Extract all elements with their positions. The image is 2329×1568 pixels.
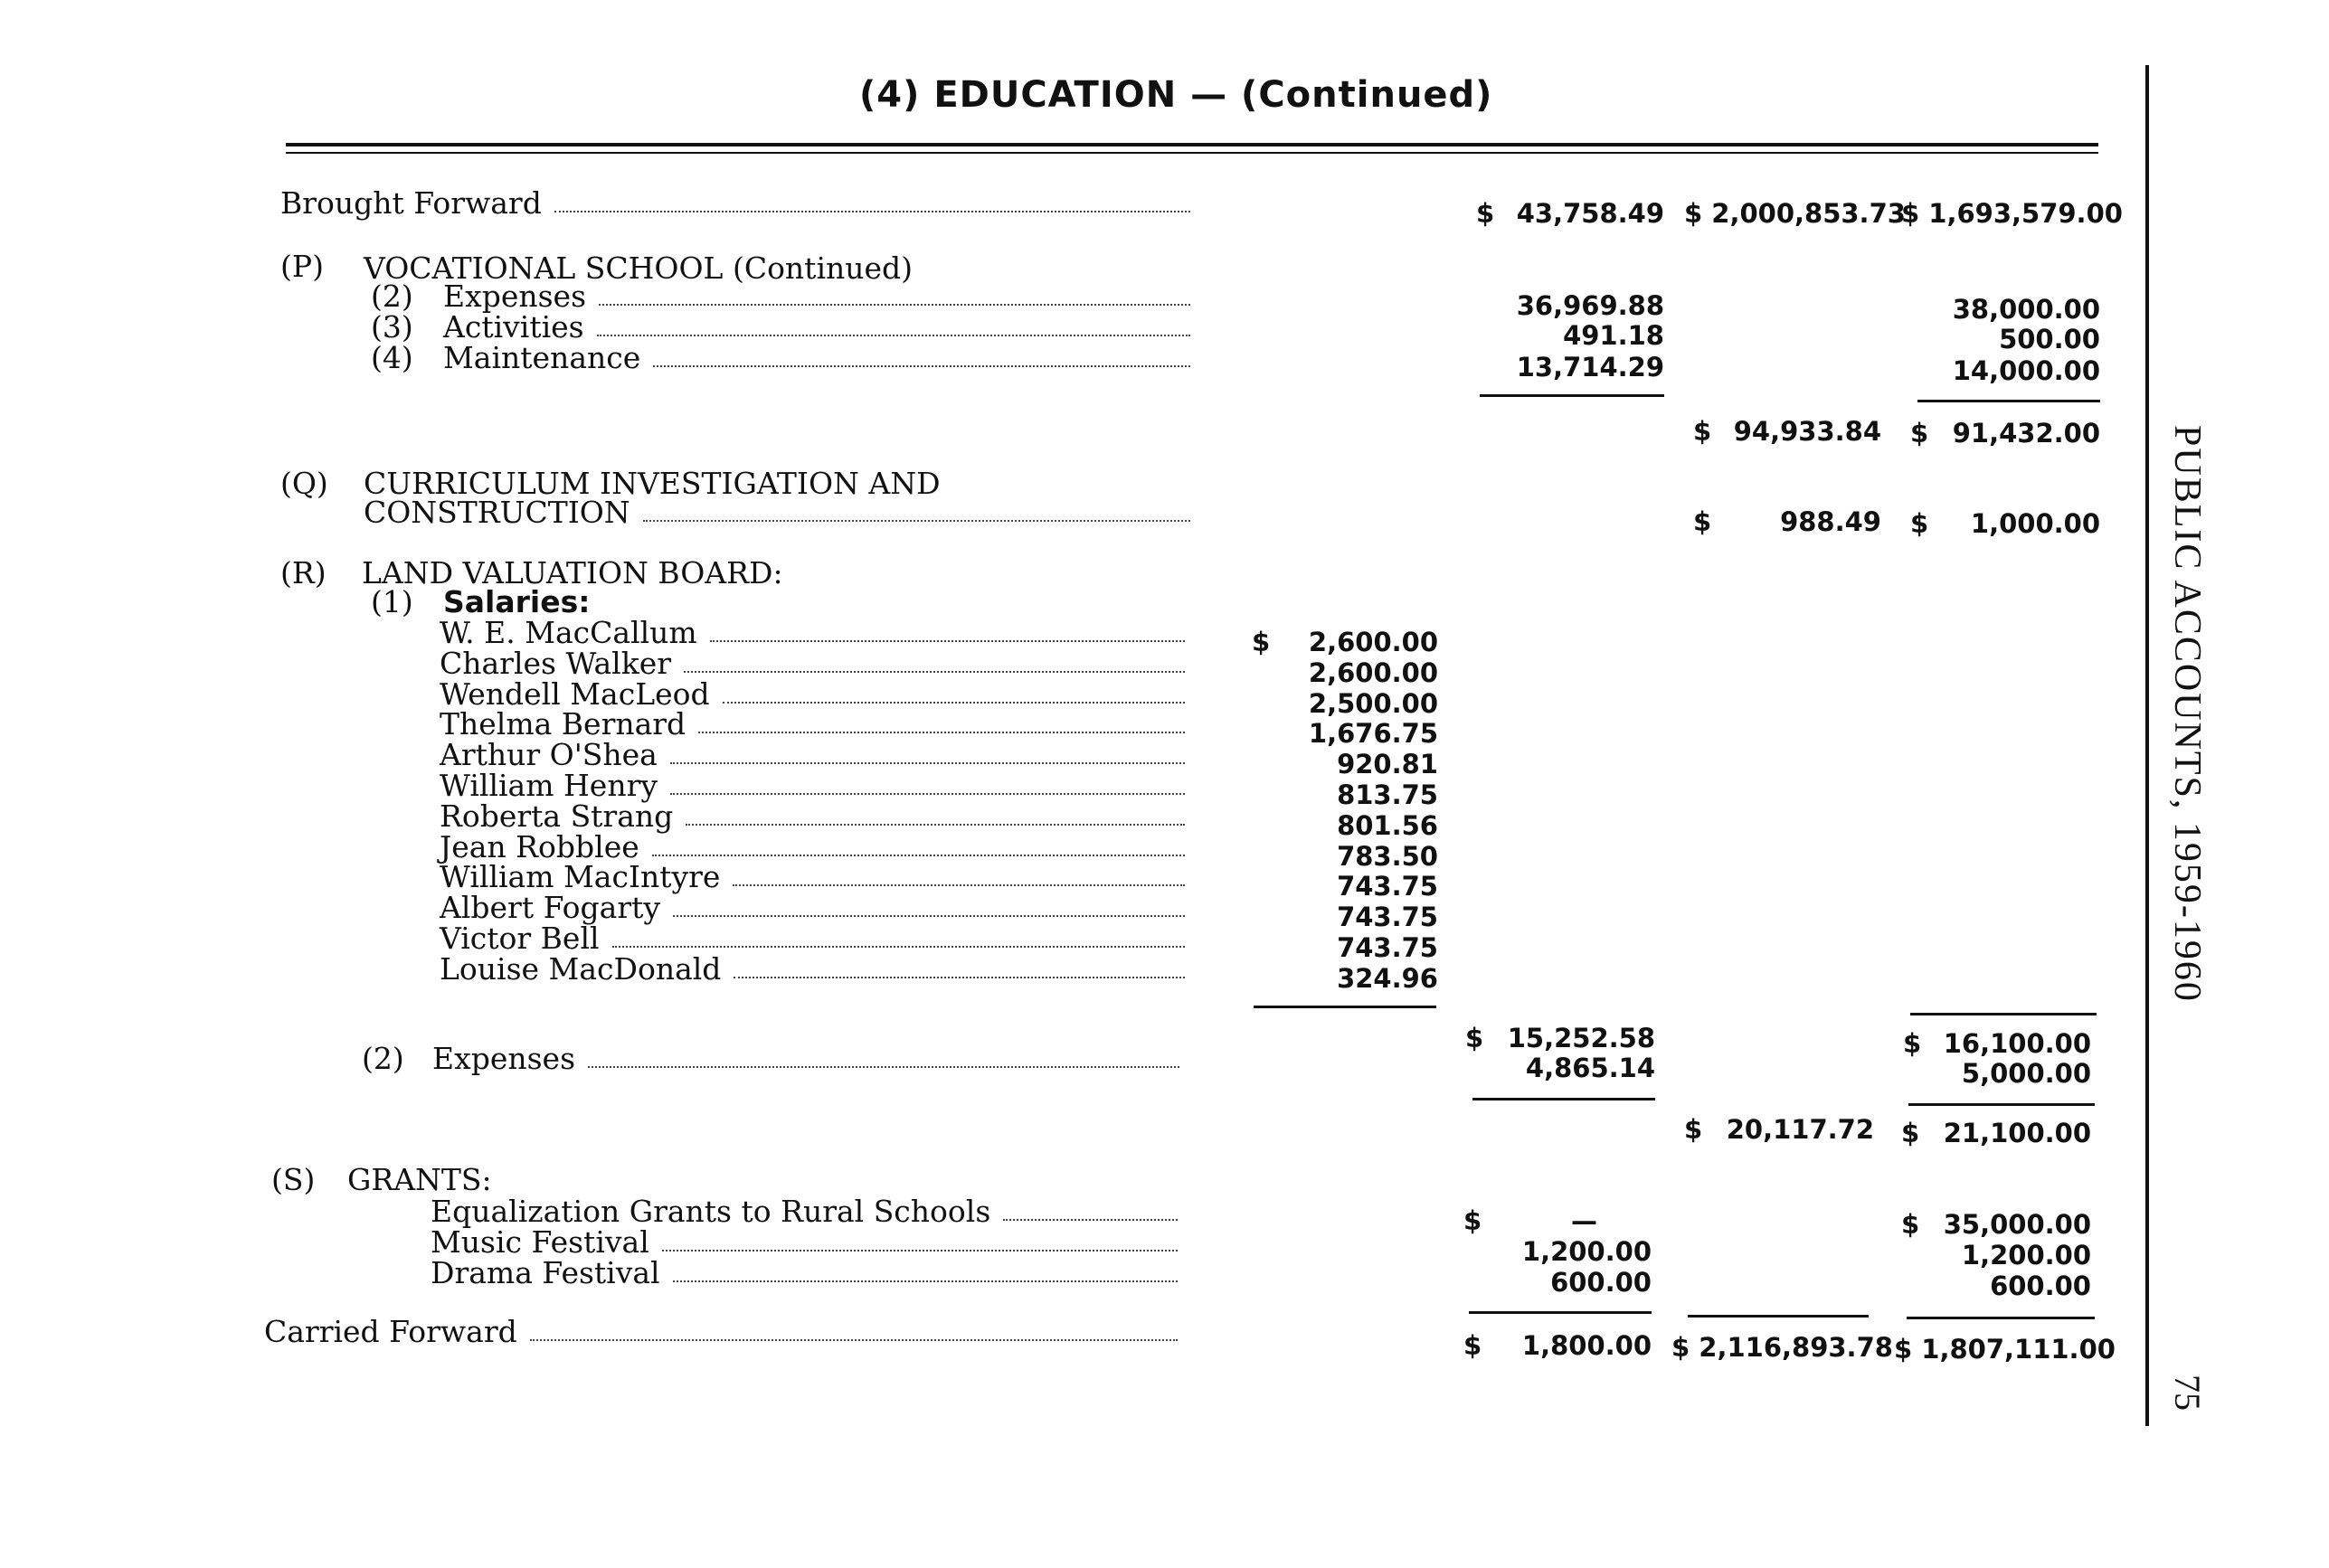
dot-leader — [653, 364, 1190, 367]
grants-heading: GRANTS: — [347, 1162, 492, 1197]
dot-leader — [673, 1280, 1178, 1282]
grant-col4: 1,200.00 — [1961, 1240, 2091, 1270]
vocational-item-col2: 491.18 — [1563, 320, 1664, 351]
currency-sign: $ — [1476, 198, 1495, 229]
carried-forward-col3: $ 2,116,893.78 — [1671, 1332, 1893, 1363]
subtotal-rule — [1254, 1006, 1436, 1008]
salary-row — [440, 706, 1185, 741]
salary-amount: 783.50 — [1337, 841, 1438, 872]
salaries-total: 15,252.58 — [1507, 1023, 1655, 1053]
section-code-p: (P) — [280, 249, 324, 284]
dot-leader — [643, 519, 1190, 522]
currency-sign: $ — [1693, 416, 1712, 447]
curriculum-col3: 988.49 — [1780, 506, 1881, 537]
vocational-item-row — [443, 309, 1190, 345]
salaries-estimate: 16,100.00 — [1943, 1028, 2091, 1059]
dot-leader — [670, 761, 1185, 764]
salary-name: Louise MacDonald — [440, 951, 722, 987]
subtotal-rule — [1472, 1098, 1655, 1100]
vocational-heading: VOCATIONAL SCHOOL (Continued) — [364, 250, 914, 286]
land-heading: LAND VALUATION BOARD: — [362, 555, 783, 590]
grant-col2: — — [1571, 1205, 1597, 1236]
subtotal-rule — [1907, 1317, 2095, 1319]
salary-name: Roberta Strang — [440, 798, 674, 834]
land-expenses-row — [432, 1041, 1179, 1076]
dot-leader — [652, 854, 1185, 856]
salary-amount: 920.81 — [1337, 749, 1438, 779]
brought-forward-row — [280, 185, 1190, 221]
dot-leader — [723, 701, 1185, 704]
currency-sign: $ — [1901, 1209, 1920, 1240]
vocational-item-row — [443, 340, 1190, 375]
grant-label: Equalization Grants to Rural Schools — [431, 1194, 991, 1229]
grant-label: Music Festival — [431, 1224, 649, 1260]
salary-amount: 813.75 — [1337, 779, 1438, 810]
carried-forward-label: Carried Forward — [264, 1314, 517, 1349]
vocational-item-num: (3) — [371, 309, 413, 345]
dot-leader — [530, 1338, 1178, 1341]
salary-row — [440, 615, 1185, 650]
dot-leader — [588, 1065, 1179, 1068]
dot-leader — [733, 883, 1185, 886]
salary-row — [440, 951, 1185, 987]
dot-leader — [554, 210, 1190, 213]
salary-row — [440, 890, 1185, 925]
currency-sign: $ — [1463, 1205, 1482, 1236]
vocational-item-col2: 36,969.88 — [1516, 290, 1664, 321]
curriculum-col4: 1,000.00 — [1970, 508, 2100, 539]
salary-row — [440, 798, 1185, 834]
salary-row — [440, 829, 1185, 864]
subtotal-rule — [1917, 400, 2100, 402]
currency-sign: $ — [1684, 1114, 1703, 1145]
page-number: 75 — [2167, 1374, 2208, 1411]
land-total-col3: 20,117.72 — [1726, 1114, 1874, 1145]
salaries-heading: Salaries: — [443, 584, 591, 619]
grant-col2: 1,200.00 — [1521, 1236, 1652, 1267]
carried-forward-col4: $ 1,807,111.00 — [1894, 1334, 2116, 1365]
salary-amount: 1,676.75 — [1308, 718, 1438, 749]
vocational-item-row — [443, 279, 1190, 314]
salary-amount: 743.75 — [1337, 902, 1438, 932]
brought-forward-col4: $ 1,693,579.00 — [1901, 198, 2123, 229]
land-expenses-col4: 5,000.00 — [1961, 1058, 2091, 1089]
section-code-q: (Q) — [280, 466, 328, 501]
currency-sign: $ — [1693, 506, 1712, 537]
salary-name: William MacIntyre — [440, 859, 721, 894]
salary-name: Albert Fogarty — [440, 890, 661, 925]
dot-leader — [612, 945, 1185, 948]
salary-row — [440, 921, 1185, 956]
grant-row — [431, 1194, 1178, 1229]
dot-leader — [599, 303, 1190, 306]
dot-leader — [710, 639, 1185, 642]
salary-name: Jean Robblee — [440, 829, 639, 864]
dot-leader — [1003, 1218, 1178, 1221]
carried-forward-row — [264, 1314, 1178, 1349]
curriculum-heading-line1: CURRICULUM INVESTIGATION AND — [364, 466, 941, 501]
margin-rule — [2145, 65, 2149, 1426]
side-title: PUBLIC ACCOUNTS, 1959-1960 — [2166, 425, 2208, 1003]
dot-leader — [734, 976, 1185, 978]
salary-amount: 743.75 — [1337, 932, 1438, 963]
vocational-item-label: Maintenance — [443, 340, 641, 375]
land-total-col4: 21,100.00 — [1943, 1118, 2091, 1148]
salary-name: W. E. MacCallum — [440, 615, 697, 650]
brought-forward-col3: $ 2,000,853.73 — [1684, 198, 1906, 229]
salary-amount: 801.56 — [1337, 810, 1438, 841]
dot-leader — [698, 731, 1185, 733]
section-code-s: (S) — [271, 1162, 316, 1197]
curriculum-heading-line2: CONSTRUCTION — [364, 495, 630, 530]
dot-leader — [597, 334, 1190, 336]
currency-sign: $ — [1901, 1118, 1920, 1148]
currency-sign: $ — [1252, 627, 1271, 657]
brought-forward-col2: 43,758.49 — [1516, 198, 1664, 229]
land-expenses-num: (2) — [362, 1041, 404, 1076]
subtotal-rule — [1910, 1013, 2097, 1015]
vocational-total-col3: 94,933.84 — [1733, 416, 1881, 447]
vocational-item-label: Activities — [443, 309, 584, 345]
grant-row — [431, 1224, 1178, 1260]
subtotal-rule — [1469, 1311, 1652, 1314]
land-expenses-label: Expenses — [432, 1041, 576, 1076]
salary-name: Victor Bell — [440, 921, 600, 956]
page-title: (4) EDUCATION — (Continued) — [859, 74, 1493, 116]
section-code-r: (R) — [280, 555, 327, 590]
dot-leader — [662, 1249, 1178, 1252]
salary-name: Wendell MacLeod — [440, 676, 710, 712]
dot-leader — [686, 823, 1185, 826]
salary-amount: 2,500.00 — [1308, 688, 1438, 719]
salary-amount: 2,600.00 — [1308, 627, 1438, 657]
currency-sign: $ — [1910, 418, 1929, 449]
salary-name: Charles Walker — [440, 646, 672, 681]
vocational-item-col2: 13,714.29 — [1516, 352, 1664, 383]
salaries-num: (1) — [371, 584, 413, 619]
salary-row — [440, 859, 1185, 894]
salary-name: Thelma Bernard — [440, 706, 686, 741]
grant-row — [431, 1255, 1178, 1290]
subtotal-rule — [1908, 1103, 2095, 1106]
currency-sign: $ — [1463, 1330, 1482, 1361]
salary-name: William Henry — [440, 768, 658, 803]
grant-col4: 600.00 — [1990, 1270, 2091, 1301]
salary-amount: 324.96 — [1337, 963, 1438, 994]
brought-forward-label: Brought Forward — [280, 185, 542, 221]
header-rule-thick — [286, 143, 2098, 146]
vocational-item-col4: 38,000.00 — [1952, 294, 2100, 325]
salary-row — [440, 768, 1185, 803]
currency-sign: $ — [1465, 1023, 1484, 1053]
land-expenses-col2: 4,865.14 — [1525, 1053, 1655, 1083]
dot-leader — [670, 792, 1185, 795]
salary-row — [440, 737, 1185, 772]
salary-name: Arthur O'Shea — [440, 737, 658, 772]
salary-amount: 743.75 — [1337, 871, 1438, 902]
carried-forward-col2: 1,800.00 — [1521, 1330, 1652, 1361]
grant-label: Drama Festival — [431, 1255, 660, 1290]
salary-row — [440, 676, 1185, 712]
vocational-item-num: (2) — [371, 279, 413, 314]
grant-col4: 35,000.00 — [1943, 1209, 2091, 1240]
grant-col2: 600.00 — [1550, 1267, 1652, 1298]
vocational-item-col4: 500.00 — [1999, 324, 2100, 354]
vocational-total-col4: 91,432.00 — [1952, 418, 2100, 449]
dot-leader — [673, 914, 1185, 917]
dot-leader — [684, 670, 1185, 673]
vocational-item-col4: 14,000.00 — [1952, 355, 2100, 386]
currency-sign: $ — [1910, 508, 1929, 539]
header-rule-thin — [286, 152, 2098, 154]
salary-row — [440, 646, 1185, 681]
salary-amount: 2,600.00 — [1308, 657, 1438, 688]
subtotal-rule — [1480, 394, 1664, 397]
subtotal-rule — [1688, 1315, 1869, 1318]
currency-sign: $ — [1903, 1028, 1922, 1059]
vocational-item-num: (4) — [371, 340, 413, 375]
vocational-item-label: Expenses — [443, 279, 587, 314]
curriculum-row — [364, 495, 1190, 530]
